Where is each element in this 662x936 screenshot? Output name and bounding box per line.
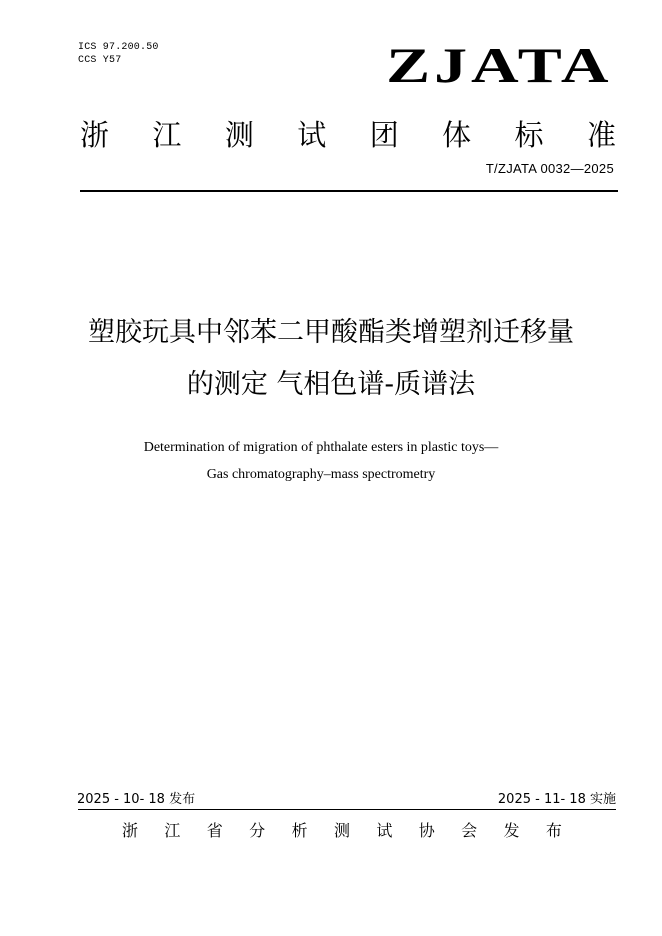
footer-divider [78, 809, 616, 810]
english-title-line-2: Gas chromatography–mass spectrometry [206, 467, 436, 482]
standard-type-char: 浙 [80, 118, 110, 152]
publisher-char: 会 [461, 821, 478, 840]
english-title-line-1: Determination of migration of phthalate esters in plastic toys— [143, 440, 499, 455]
publisher-char: 发 [503, 821, 520, 840]
standard-type-title [80, 116, 616, 154]
ccs-code: CCS Y57 [78, 55, 122, 66]
issue-date: 2025 - 10- 18 发布 [77, 792, 196, 807]
publisher-char: 协 [418, 821, 435, 840]
standard-type-char: 准 [586, 118, 616, 152]
standard-type-char: 试 [297, 118, 327, 152]
publisher-char: 浙 [122, 821, 139, 840]
standard-type-char: 测 [224, 118, 254, 152]
publisher [122, 820, 562, 842]
standard-type-char: 江 [152, 118, 182, 152]
standard-type-char: 体 [442, 118, 472, 152]
zjata-logo: ZJATA [385, 37, 612, 93]
publisher-char: 省 [206, 821, 223, 840]
publisher-char: 分 [249, 821, 266, 840]
classification-codes [78, 41, 159, 67]
standard-type-char: 团 [369, 118, 399, 152]
publisher-char: 测 [333, 821, 350, 840]
publisher-char: 布 [545, 821, 562, 840]
standard-type-char: 标 [514, 118, 544, 152]
chinese-title-line-1: 塑胶玩具中邻苯二甲酸酯类增塑剂迁移量 [88, 317, 574, 348]
implementation-date: 2025 - 11- 18 实施 [497, 792, 616, 807]
publisher-char: 析 [291, 821, 308, 840]
standard-number: T/ZJATA 0032—2025 [485, 161, 614, 176]
ics-code: ICS 97.200.50 [78, 42, 159, 53]
publisher-char: 试 [376, 821, 393, 840]
chinese-title-line-2: 的测定 气相色谱-质谱法 [186, 369, 476, 400]
header-divider [80, 190, 618, 192]
publisher-char: 江 [164, 821, 181, 840]
